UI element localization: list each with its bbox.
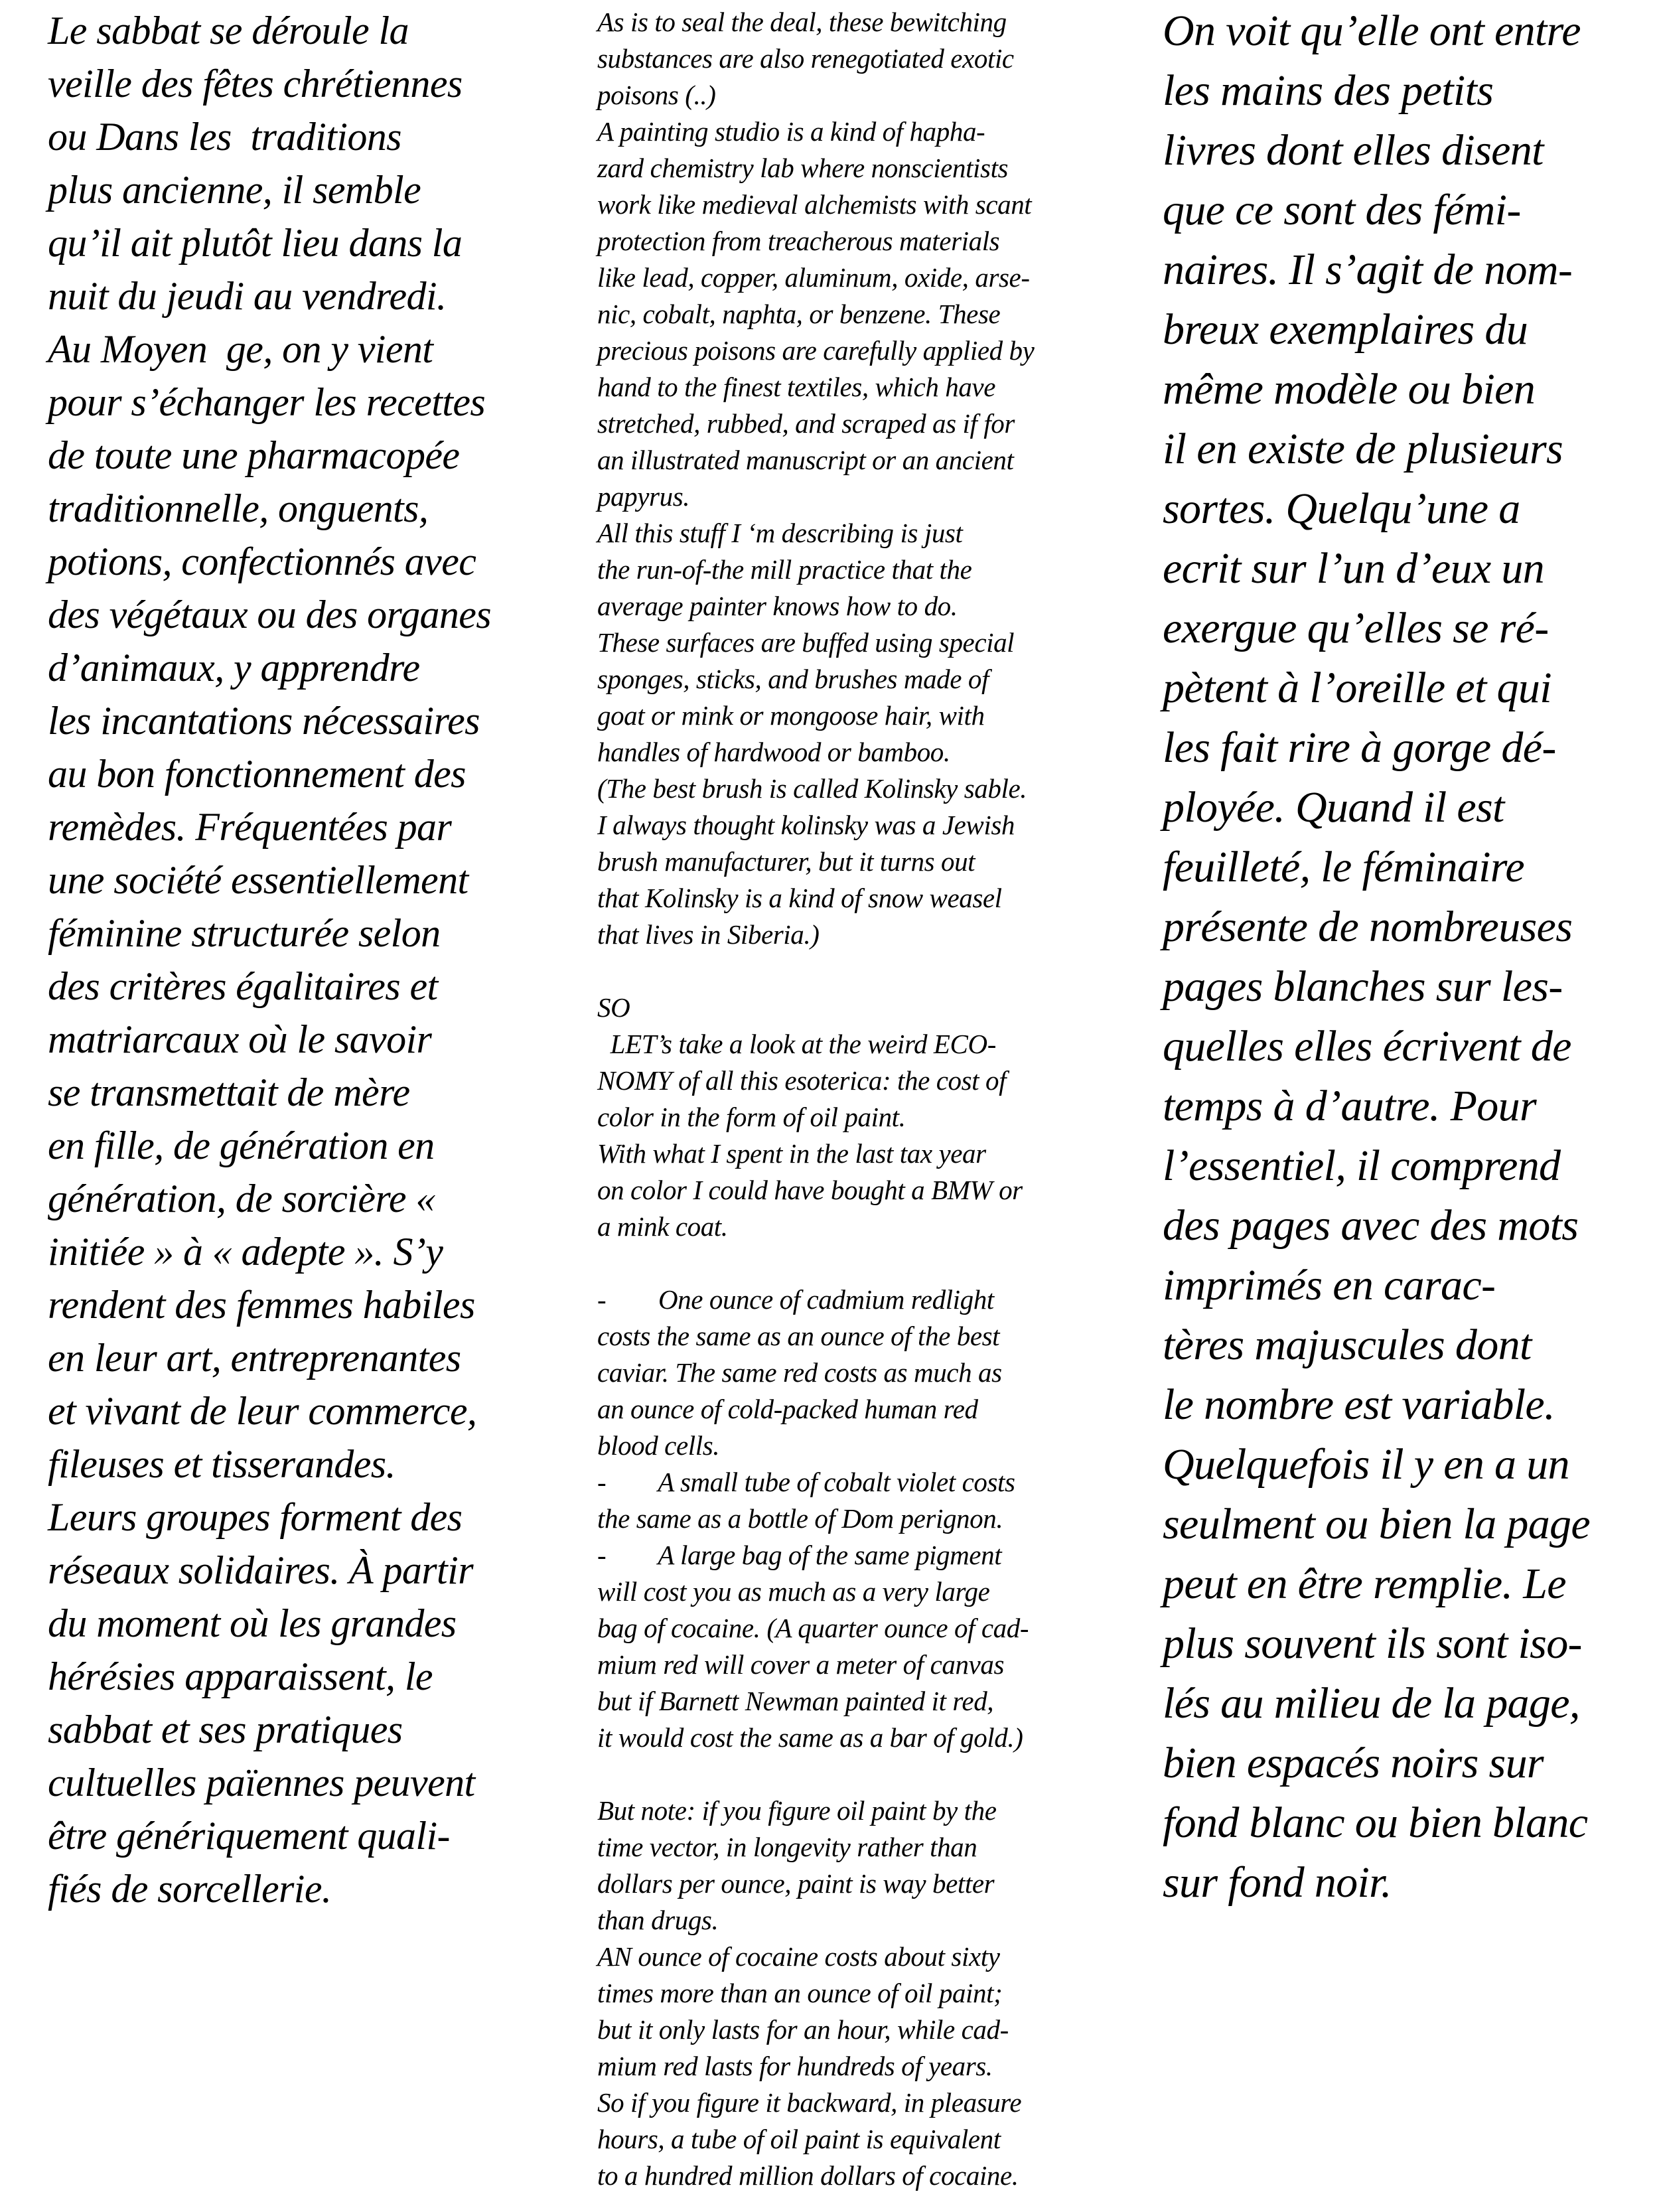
text-line: nic, cobalt, naphta, or benzene. These [597,299,1001,329]
text-line: pour s’échanger les recettes [48,380,486,424]
text-line: rendent des femmes habiles [48,1283,475,1327]
text-line: Leurs groupes forment des [48,1495,463,1539]
text-line: initiée » à « adepte ». S’y [48,1230,443,1274]
text-line: blood cells. [597,1430,720,1461]
text-line: être génériquement quali- [48,1814,450,1858]
text-line: hours, a tube of oil paint is equivalent [597,2124,1001,2154]
text-line: nuit du jeudi au vendredi. [48,274,447,318]
column-french-right [1163,1,1659,1913]
text-line: même modèle ou bien [1163,365,1536,413]
text-line: On voit qu’elle ont entre [1163,7,1581,55]
text-line: l’essentiel, il comprend [1163,1142,1561,1190]
text-line: the same as a bottle of Dom perignon. [597,1503,1003,1534]
text-line: imprimés en carac- [1163,1261,1496,1309]
text-line: sabbat et ses pratiques [48,1708,403,1751]
text-line: une société essentiellement [48,858,469,902]
text-line: So if you figure it backward, in pleasure [597,2087,1022,2118]
text-line: traditionnelle, onguents, [48,486,429,530]
text-line: présente de nombreuses [1163,903,1573,951]
text-line: quelles elles écrivent de [1163,1022,1571,1070]
text-line: precious poisons are carefully applied by [597,335,1035,366]
text-line: handles of hardwood or bamboo. [597,737,950,767]
text-line: an illustrated manuscript or an ancient [597,445,1014,475]
text-line: These surfaces are buffed using special [597,627,1015,658]
text-line: hand to the finest textiles, which have [597,372,996,402]
text-line: peut en être remplie. Le [1163,1560,1566,1608]
text-line: pages blanches sur les- [1163,962,1563,1011]
text-line: ou Dans les traditions [48,115,401,159]
text-line: will cost you as much as a very large [597,1576,990,1607]
text-line: zard chemistry lab where nonscientists [597,153,1009,183]
text-line: ployée. Quand il est [1163,783,1504,832]
text-line: but it only lasts for an hour, while cad- [597,2014,1009,2045]
text-line: (The best brush is called Kolinsky sable. [597,773,1027,804]
text-line: potions, confectionnés avec [48,540,476,583]
text-line: de toute une pharmacopée [48,433,460,477]
text-line: average painter knows how to do. [597,591,958,621]
text-line: stretched, rubbed, and scraped as if for [597,408,1015,439]
text-line: ecrit sur l’un d’eux un [1163,544,1545,593]
text-line: color in the form of oil paint. [597,1102,906,1132]
text-line: fond blanc ou bien blanc [1163,1799,1588,1847]
text-line: caviar. The same red costs as much as [597,1357,1002,1388]
text-line: but if Barnett Newman painted it red, [597,1686,994,1716]
text-line: dollars per ounce, paint is way better [597,1868,995,1899]
text-line: breux exemplaires du [1163,305,1528,354]
text-line: on color I could have bought a BMW or [597,1175,1023,1205]
column-english-middle [597,4,1136,2194]
text-line: - A small tube of cobalt violet costs [597,1467,1015,1497]
text-line: les mains des petits [1163,66,1494,115]
column-french-left [48,4,579,1915]
text-line: A painting studio is a kind of hapha- [597,116,985,147]
text-line: temps à d’autre. Pour [1163,1082,1536,1130]
text-line: SO [597,992,630,1023]
text-line: goat or mink or mongoose hair, with [597,700,985,731]
text-line: time vector, in longevity rather than [597,1832,977,1862]
text-line: mium red lasts for hundreds of years. [597,2051,993,2081]
text-line: bag of cocaine. (A quarter ounce of cad- [597,1613,1029,1643]
text-line: féminine structurée selon [48,911,441,955]
text-line: fileuses et tisserandes. [48,1442,396,1486]
text-line: As is to seal the deal, these bewitching [597,7,1007,37]
text-line: en leur art, entreprenantes [48,1336,461,1380]
text-line: du moment où les grandes [48,1601,457,1645]
text-line: a mink coat. [597,1211,728,1242]
text-line: costs the same as an ounce of the best [597,1321,1000,1351]
text-line: et vivant de leur commerce, [48,1389,477,1433]
text-line: des critères égalitaires et [48,964,438,1008]
text-line: protection from treacherous materials [597,226,1000,256]
text-line: sur fond noir. [1163,1858,1392,1907]
text-line: remèdes. Fréquentées par [48,805,452,849]
text-line: AN ounce of cocaine costs about sixty [597,1941,1000,1972]
text-line: work like medieval alchemists with scant [597,189,1032,220]
text-line: génération, de sorcière « [48,1177,435,1220]
text-line: papyrus. [597,481,690,512]
text-line: But note: if you figure oil paint by the [597,1795,997,1826]
text-line: le nombre est variable. [1163,1380,1555,1429]
text-line: NOMY of all this esoterica: the cost of [597,1065,1007,1096]
text-line: des pages avec des mots [1163,1201,1579,1250]
text-line: brush manufacturer, but it turns out [597,846,975,877]
text-line: plus ancienne, il semble [48,168,421,212]
text-line: it would cost the same as a bar of gold.) [597,1722,1023,1753]
text-line: seulment ou bien la page [1163,1500,1591,1548]
text-line: hérésies apparaissent, le [48,1655,433,1698]
text-line: exergue qu’elles se ré- [1163,604,1549,652]
text-line: an ounce of cold-packed human red [597,1394,978,1424]
text-line: plus souvent ils sont iso- [1163,1619,1582,1668]
text-line: feuilleté, le féminaire [1163,843,1525,891]
text-line: mium red will cover a meter of canvas [597,1649,1004,1680]
text-line: Le sabbat se déroule la [48,9,409,52]
text-line: en fille, de génération en [48,1124,435,1167]
text-line: the run-of-the mill practice that the [597,554,972,585]
text-line: I always thought kolinsky was a Jewish [597,810,1015,840]
text-line: des végétaux ou des organes [48,593,492,636]
text-line: au bon fonctionnement des [48,752,466,796]
text-line: se transmettait de mère [48,1070,410,1114]
text-line: - A large bag of the same pigment [597,1540,1002,1570]
text-line: lés au milieu de la page, [1163,1679,1580,1728]
text-line: naires. Il s’agit de nom- [1163,246,1573,294]
text-line: to a hundred million dollars of cocaine. [597,2160,1019,2191]
text-line: poisons (..) [597,80,716,110]
text-line: sponges, sticks, and brushes made of [597,664,989,694]
text-line: bien espacés noirs sur [1163,1739,1544,1787]
text-line [597,953,1136,990]
text-line: les fait rire à gorge dé- [1163,723,1556,772]
text-line: il en existe de plusieurs [1163,425,1563,473]
text-line: d’animaux, y apprendre [48,646,420,690]
text-line [597,1756,1136,1793]
text-line: All this stuff I ‘m describing is just [597,518,963,548]
text-line: times more than an ounce of oil paint; [597,1978,1003,2008]
text-line: Au Moyen ge, on y vient [48,327,433,371]
text-line: matriarcaux où le savoir [48,1017,432,1061]
text-line: cultuelles païennes peuvent [48,1761,475,1805]
text-line: than drugs. [597,1905,719,1935]
text-line: Quelquefois il y en a un [1163,1440,1569,1489]
text-line: With what I spent in the last tax year [597,1138,986,1169]
text-line: qu’il ait plutôt lieu dans la [48,221,463,265]
text-line: - One ounce of cadmium redlight [597,1284,994,1315]
text-line: que ce sont des fémi- [1163,186,1521,234]
text-line: that Kolinsky is a kind of snow weasel [597,883,1002,913]
text-line: les incantations nécessaires [48,699,480,743]
text-line: like lead, copper, aluminum, oxide, arse- [597,262,1030,293]
text-line: sortes. Quelqu’une a [1163,484,1520,533]
text-line: LET’s take a look at the weird ECO- [597,1029,996,1059]
text-line: tères majuscules dont [1163,1321,1532,1369]
text-line: substances are also renegotiated exotic [597,43,1014,74]
text-line: réseaux solidaires. À partir [48,1548,473,1592]
text-line: fiés de sorcellerie. [48,1867,332,1911]
text-line: pètent à l’oreille et qui [1163,664,1551,712]
text-line [597,1245,1136,1282]
text-line: that lives in Siberia.) [597,919,820,950]
text-line: livres dont elles disent [1163,126,1544,175]
text-line: veille des fêtes chrétiennes [48,62,463,106]
